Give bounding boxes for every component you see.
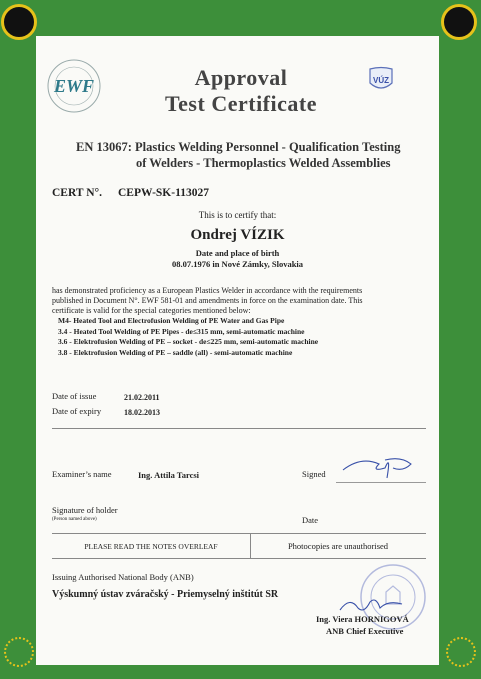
signed-underline [336, 482, 426, 483]
dob-label: Date and place of birth [195, 248, 280, 258]
corner-star-ring-bottom-right-icon [446, 637, 476, 667]
anb-signature-icon [336, 594, 406, 616]
body-text-line1: has demonstrated proficiency as a European Plastics Welder in accordance with the requirements [52, 286, 363, 295]
signed-label: Signed [302, 469, 326, 479]
anb-signatory-name: Ing. Viera HORNIGOVÁ [316, 614, 409, 624]
expiry-date-value: 18.02.2013 [124, 408, 160, 417]
issue-date-value: 21.02.2011 [124, 393, 160, 402]
category-item: M4- Heated Tool and Electrofusion Welding of PE Water and Gas Pipe [58, 316, 285, 325]
category-item: 3.6 - Elektrofusion Welding of PE – socket - de≤225 mm, semi-automatic machine [58, 337, 319, 346]
ewf-logo [46, 58, 102, 114]
category-item: 3.8 - Elektrofusion Welding of PE – saddle (all) - semi-automatic machine [58, 347, 293, 357]
certificate-paper [36, 36, 439, 665]
corner-star-ring-bottom-left-icon [4, 637, 34, 667]
holder-date-label: Date [302, 515, 319, 525]
divider-line [52, 428, 426, 429]
anb-name: Výskumný ústav zváračský - Priemyselný inštitút SR [52, 589, 279, 600]
certificate-title-line2: Test Certificate [165, 91, 317, 116]
vuz-logo [368, 66, 394, 94]
vuz-logo-icon [368, 66, 394, 94]
examiner-label: Examiner’s name [52, 469, 112, 479]
dob-value: 08.07.1976 in Nové Zámky, Slovakia [171, 259, 304, 269]
ewf-logo-icon [46, 58, 102, 114]
holder-signature-sublabel: (Person named above) [52, 517, 97, 522]
standard-title-line2: of Welders - Thermoplastics Welded Assemblies [136, 156, 391, 170]
body-text-line2: published in Document N°. EWF 581-01 and amendments in force on the examination date. This [52, 296, 363, 305]
examiner-signature-icon [341, 450, 421, 482]
anb-label: Issuing Authorised National Body (ANB) [52, 572, 194, 582]
issue-date-label: Date of issue [52, 391, 97, 401]
svg-text:VÚZ: VÚZ [373, 76, 389, 85]
notes-bottom-line [52, 558, 426, 559]
examiner-name: Ing. Attila Tarcsi [138, 470, 200, 480]
expiry-date-label: Date of expiry [52, 406, 102, 416]
certificate-title-line1: Approval [194, 65, 288, 90]
anb-signatory-title: ANB Chief Executive [326, 626, 404, 636]
category-item: 3.4 - Heated Tool Welding of PE Pipes - de≤315 mm, semi-automatic machine [58, 326, 305, 336]
body-text-line3: certificate is valid for the special categories mentioned below: [52, 306, 251, 315]
cert-number-value: CEPW-SK-113027 [118, 187, 209, 199]
holder-name: Ondrej VÍZIK [190, 227, 285, 243]
notes-right: Photocopies are unauthorised [287, 541, 389, 551]
standard-title-line1: EN 13067: Plastics Welding Personnel - Qualification Testing [76, 140, 401, 154]
holder-signature-label: Signature of holder [52, 505, 118, 515]
category-list [58, 316, 318, 358]
svg-text:EWF: EWF [53, 76, 95, 96]
cert-number-label: CERT N°. [52, 187, 102, 199]
notes-top-line [52, 533, 426, 534]
corner-seal-top-left-icon [1, 4, 37, 40]
notes-left: PLEASE READ THE NOTES OVERLEAF [84, 542, 218, 551]
corner-seal-top-right-icon [441, 4, 477, 40]
certify-intro: This is to certify that: [198, 210, 277, 220]
